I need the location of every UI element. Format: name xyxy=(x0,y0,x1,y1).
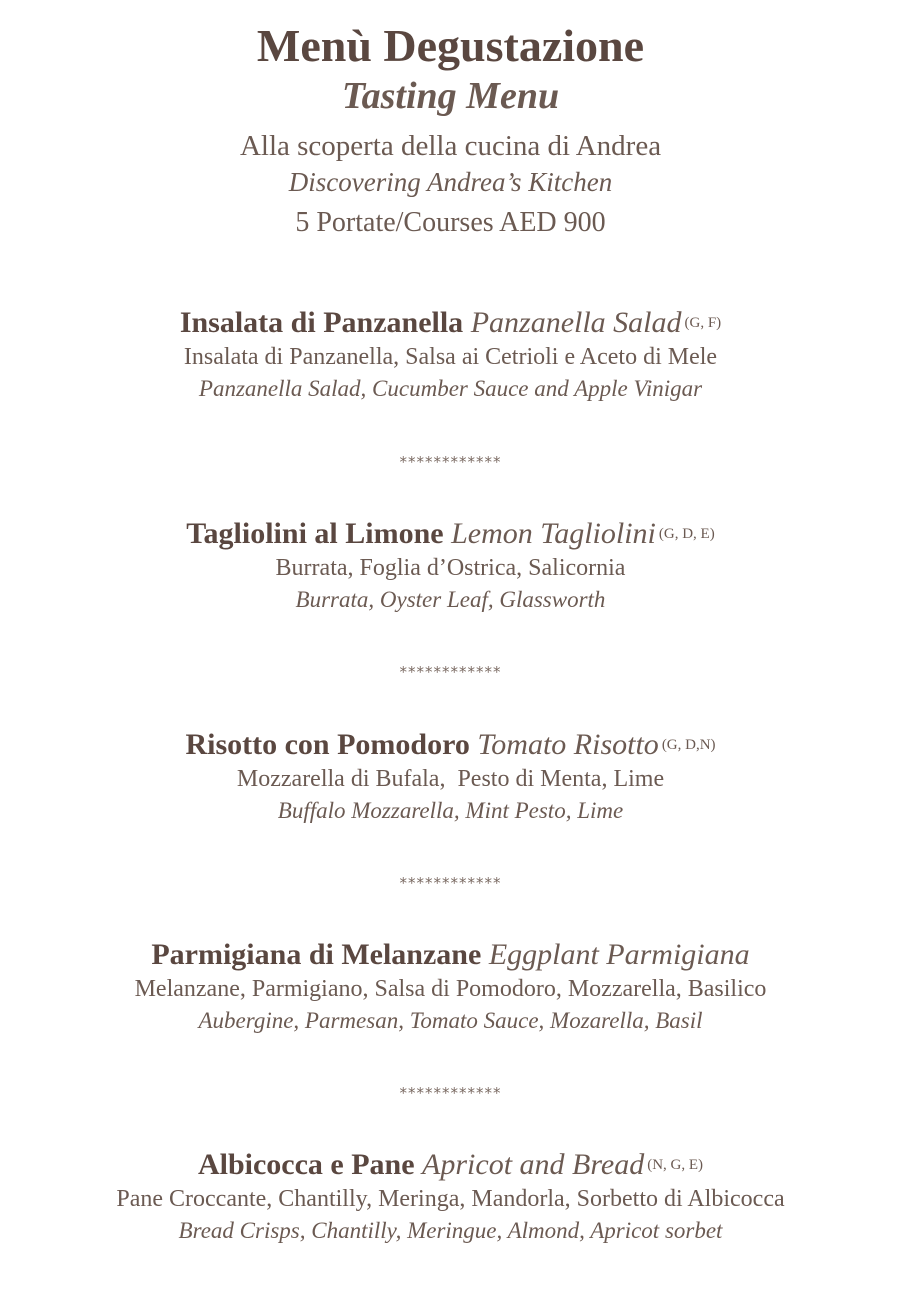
course-title xyxy=(0,1147,901,1183)
course-separator: ************ xyxy=(399,453,502,471)
allergen-codes: (G, F) xyxy=(684,315,722,331)
course-description-english: Burrata, Oyster Leaf, Glassworth xyxy=(295,587,606,612)
course-separator: ************ xyxy=(399,663,502,681)
course-name-english: Lemon Tagliolini xyxy=(451,517,656,550)
page-title: Menù Degustazione xyxy=(256,20,645,71)
course-name-italian: Albicocca e Pane xyxy=(197,1148,415,1181)
course-description-english: Bread Crisps, Chantilly, Meringue, Almond, Apricot sorbet xyxy=(178,1218,723,1243)
intro-italian: Alla scoperta della cucina di Andrea xyxy=(239,130,662,162)
course-item xyxy=(0,1147,901,1247)
course-description-italian: Melanzane, Parmigiano, Salsa di Pomodoro, Mozzarella, Basilico xyxy=(134,976,767,1002)
course-description-english: Aubergine, Parmesan, Tomato Sauce, Mozarella, Basil xyxy=(198,1008,703,1033)
course-title xyxy=(0,516,901,552)
course-item xyxy=(0,727,901,827)
course-title xyxy=(0,305,901,341)
course-item xyxy=(0,516,901,616)
course-description-english: Panzanella Salad, Cucumber Sauce and Apple Vinigar xyxy=(198,376,703,401)
intro-english: Discovering Andrea’s Kitchen xyxy=(288,167,613,197)
course-name-english: Eggplant Parmigiana xyxy=(488,938,750,971)
price-line: 5 Portate/Courses AED 900 xyxy=(295,207,606,238)
course-title xyxy=(0,727,901,763)
course-name-italian: Risotto con Pomodoro xyxy=(185,728,470,761)
course-title xyxy=(0,937,901,973)
course-description-italian: Insalata di Panzanella, Salsa ai Cetrioli e Aceto di Mele xyxy=(183,344,718,370)
course-name-english: Panzanella Salad xyxy=(470,306,682,339)
page-subtitle: Tasting Menu xyxy=(341,75,560,117)
course-item xyxy=(0,937,901,1037)
course-description-italian: Mozzarella di Bufala, Pesto di Menta, Lime xyxy=(236,766,665,792)
course-name-english: Apricot and Bread xyxy=(422,1148,645,1181)
course-separator: ************ xyxy=(399,874,502,892)
course-name-english: Tomato Risotto xyxy=(477,728,659,761)
course-name-italian: Parmigiana di Melanzane xyxy=(151,938,482,971)
menu-header xyxy=(0,0,901,246)
course-description-italian: Burrata, Foglia d’Ostrica, Salicornia xyxy=(275,555,626,581)
allergen-codes: (N, G, E) xyxy=(647,1157,704,1173)
allergen-codes: (G, D,N) xyxy=(661,737,716,753)
course-name-italian: Tagliolini al Limone xyxy=(186,517,444,550)
course-item xyxy=(0,305,901,405)
course-description-italian: Pane Croccante, Chantilly, Meringa, Mandorla, Sorbetto di Albicocca xyxy=(116,1186,785,1212)
allergen-codes: (G, D, E) xyxy=(658,526,715,542)
course-name-italian: Insalata di Panzanella xyxy=(179,306,464,339)
course-separator: ************ xyxy=(399,1084,502,1102)
course-description-english: Buffalo Mozzarella, Mint Pesto, Lime xyxy=(277,798,624,823)
